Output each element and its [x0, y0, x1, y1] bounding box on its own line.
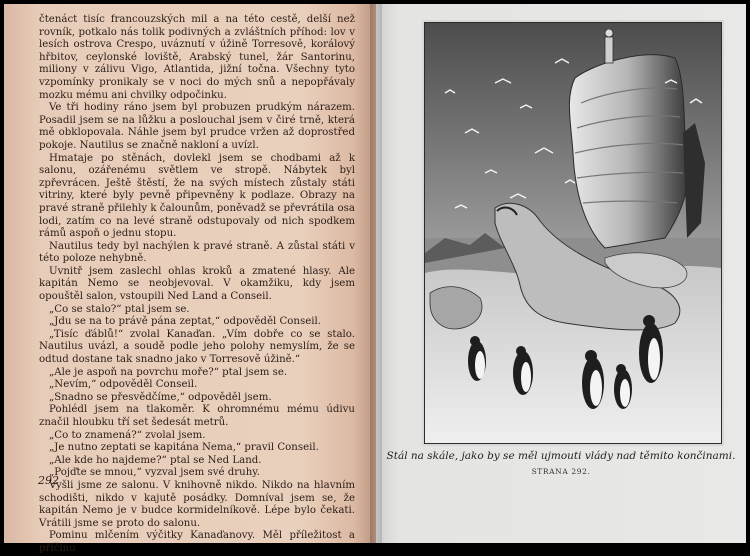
paragraph: Uvnitř jsem zaslechl ohlas kroků a zmatené hlasy. Ale kapitán Nemo se neobjevoval. V okamžiku, kdy jsem opouštěl salon, vstoupili Ned Land a Conseil.	[39, 265, 355, 303]
paragraph: Hmataje po stěnách, dovlekl jsem se chodbami až k salonu, ozářenému světlem ve stropě. Nábytek byl zpřevrácen. Ještě štěstí, že na svých místech zůstaly státi vitriny, které byly pevně připevněny k podlaze. Obrazy na pravé straně přilehly k čalounům, poněvadž se převrátila osa lodi, zatím co na levé straně odstupovaly od nich spodkem rámů aspoň o jednu stopu.	[39, 152, 355, 240]
paragraph: „Je nutno zeptati se kapitána Nema,“ pravil Conseil.	[49, 442, 319, 454]
paragraph: Pohlédl jsem na tlakoměr. K ohromnému mému údivu značil hloubku tří set šedesát metrů.	[39, 404, 355, 428]
page-number: 292	[38, 474, 59, 487]
paragraph: „Co se stalo?“ ptal jsem se.	[49, 303, 190, 315]
paragraph: Pominu mlčením výčitky Kanaďanovy. Měl příležitost a příčinu	[39, 530, 355, 554]
paragraph: „Ale je aspoň na povrchu moře?“ ptal jsem se.	[49, 366, 288, 378]
paragraph: „Jdu se na to právě pána zeptat,“ odpověděl Conseil.	[49, 316, 321, 328]
paragraph: čtenáct tisíc francouzských mil a na této cestě, delší než rovník, potkalo nás tolik podivných a zvláštních příhod: lov v lesích ostrova Crespo, uváznutí v úžině Torresově, korálový hřbitov, ceylonské loviště, Arabský tunel, žár Santorinu, miliony v zálivu Vigo, Atlantida, jižní točna. Všechny tyto vzpomínky pronikaly se v noci do mých snů a nepopřávaly mozku mému ani chvilky odpočinku.	[39, 14, 355, 101]
paragraph: Nautilus tedy byl nachýlen k pravé straně. A zůstal státi v této poloze nehybně.	[39, 240, 355, 265]
paragraph: „Nevím,“ odpověděl Conseil.	[49, 379, 198, 391]
paragraph: „Ale kde ho najdeme?“ ptal se Ned Land.	[49, 454, 262, 466]
paragraph: „Co to znamená?“ zvolal jsem.	[49, 429, 206, 441]
illustration-plate	[424, 22, 722, 444]
illustration-caption: Stál na skále, jako by se měl ujmouti vlády nad těmito končinami.	[386, 450, 736, 462]
paragraph: Vyšli jsme ze salonu. V knihovně nikdo. Nikdo na hlavním schodišti, nikdo v kajutě posádky. Domníval jsem se, že kapitán Nemo je v budce kormidelníkově. Lépe bylo čekati. Vrátili jsme se proto do salonu.	[39, 479, 355, 529]
man-on-rock	[605, 29, 613, 63]
paragraph: „Tisíc ďáblů!“ zvolal Kanaďan. „Vím dobře co se stalo. Nautilus uvázl, a soudě podle jeho polohy nemyslím, že se odtud dostane tak snadno jako v Torresově úžině.“	[39, 328, 355, 366]
paragraph: „Pojďte se mnou,“ vyzval jsem své druhy.	[49, 467, 260, 479]
book-gutter	[370, 4, 382, 543]
illustration	[425, 23, 721, 443]
left-page	[4, 4, 376, 554]
paragraph: „Snadno se přesvědčíme,“ odpověděl jsem.	[49, 391, 272, 403]
cliff	[569, 55, 687, 248]
right-page	[376, 4, 746, 543]
paragraph: Ve tři hodiny ráno jsem byl probuzen prudkým nárazem. Posadil jsem se na lůžku a poslouchal jsem v čiré trně, která mě obklopovala. Náhle jsem byl prudce vržen až doprostřed pokoje. Nautilus se značně nakloní a uvízl.	[39, 102, 355, 151]
body-text	[39, 14, 355, 556]
page-reference: STRANA 292.	[531, 467, 591, 476]
book-spread	[4, 4, 746, 554]
